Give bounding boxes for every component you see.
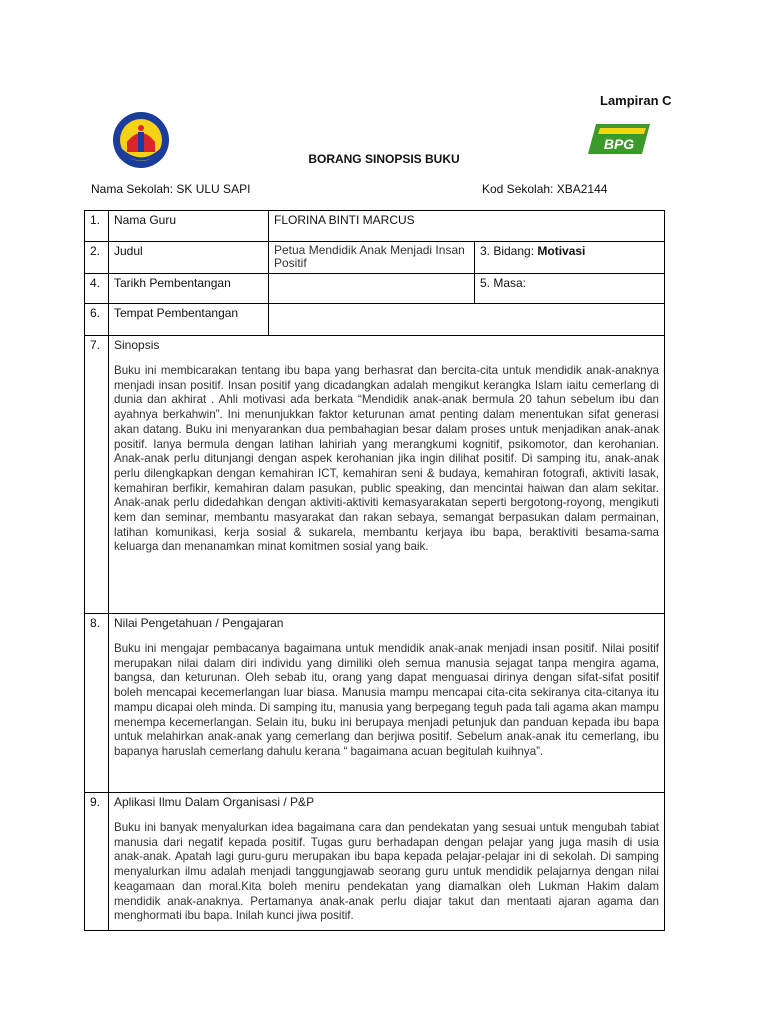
place-value <box>269 304 665 336</box>
row-values <box>85 614 665 793</box>
school-code: Kod Sekolah: XBA2144 <box>482 182 608 196</box>
row-label: Judul <box>109 242 269 274</box>
row-number: 1. <box>85 211 109 242</box>
row-label: Nama Guru <box>109 211 269 242</box>
form-title: BORANG SINOPSIS BUKU <box>308 152 460 166</box>
row-label: Tempat Pembentangan <box>109 304 269 336</box>
row-title <box>85 242 665 274</box>
section-cell <box>109 336 665 614</box>
time-label: 5. Masa: <box>475 274 665 304</box>
lampiran-label: Lampiran C <box>600 93 672 108</box>
row-place <box>85 304 665 336</box>
row-application <box>85 793 665 931</box>
field-value: Motivasi <box>537 244 586 258</box>
date-value <box>269 274 475 304</box>
book-title-value: Petua Mendidik Anak Menjadi Insan Positif <box>269 242 475 274</box>
field-cell <box>475 242 665 274</box>
values-text: Buku ini mengajar pembacanya bagaimana untuk mendidik anak-anak menjadi insan positif. Nilai positif merupakan nilai dalam diri individu yang dimiliki oleh semua manusia sejagat tanpa mengira agama, bangsa, dan keturunan. Oleh sebab itu, orang yang dapat menguasai dirinya dengan sifat-sifat positif boleh mencapai kecemerlangan luar biasa. Manusia mampu mencapai cita-cita sekiranya cita-citanya itu mampu dicapai oleh minda. Di samping itu, manusia yang berpegang teguh pada tali agama akan mampu menempa kecemerlangan. Selain itu, buku ini berupaya menjadi petunjuk dan panduan kepada ibu bapa untuk melahirkan anak-anak yang cemerlang dan berjiwa positif. Sebelum anak-anak itu cemerlang, ibu bapanya haruslah cemerlang dahulu kerana “ bagaimana acuan begitulah kuihnya”. <box>114 642 659 758</box>
row-number: 8. <box>85 614 109 793</box>
application-text: Buku ini banyak menyalurkan idea bagaimana cara dan pendekatan yang sesuai untuk mengubah tabiat manusia dari negatif kepada positif. Tugas guru berhadapan dengan pelajar yang juga masih di usia anak-anak. Apatah lagi guru-guru merupakan ibu bapa kepada pelajar-pelajar ini di sekolah. Di samping menyalurkan ilmu adalah menjadi tanggungjawab seorang guru untuk mendidik pelajarnya dengan nilai keagamaan dan moral.Kita boleh meniru pendekatan yang diamalkan oleh Lukman Hakim dalam mendidik anak-anaknya. Pertamanya anak-anak perlu diajar takut dan mentaati ajaran agama dan menghormati ibu bapa. Inilah kunci jiwa positif. <box>114 821 659 923</box>
section-cell <box>109 793 665 931</box>
synopsis-text: Buku ini membicarakan tentang ibu bapa yang berhasrat dan bercita-cita untuk mendidik anak-anaknya menjadi insan positif. Insan positif yang dicadangkan adalah mengikut kerangka Islam iaitu cemerlang di dunia dan akhirat . Ahli motivasi ada berkata “Mendidik anak-anak bermula 20 tahun sebelum ibu dan ayahnya berkahwin”. Ini menunjukkan faktor keturunan amat penting dalam menentukan sifat generasi akan datang. Buku ini menyarankan dua pembahagian besar dalam proses untuk menjadikan anak-anak positif. Ianya bermula dengan latihan lahiriah yang merangkumi kognitif, psikomotor, dan kerohanian. Anak-anak perlu ditunjangi dengan aspek kerohanian jika ingin dilihat positif. Di samping itu, anak-anak perlu dilengkapkan dengan kemahiran ICT, kemahiran seni & budaya, kemahiran fotografi, aktiviti lasak, kemahiran berfikir, kemahiran dalam pasukan, public speaking, dan mencintai haiwan dan alam sekitar. Anak-anak perlu didedahkan dengan aktiviti-aktiviti kemasyarakatan seperti bergotong-royong, mengikuti kem dan seminar, membantu masyarakat dan rakan sebaya, semangat berpasukan dalam permainan, latihan komunikasi, kerja sosial & sukarela, membantu kerjaya ibu bapa, beraktiviti besama-sama keluarga dan menanamkan minat komitmen sosial yang baik. <box>114 364 659 554</box>
row-number: 6. <box>85 304 109 336</box>
row-teacher-name <box>85 211 665 242</box>
teacher-name-value: FLORINA BINTI MARCUS <box>269 211 665 242</box>
row-label: Tarikh Pembentangan <box>109 274 269 304</box>
field-label: 3. Bidang: <box>480 244 538 258</box>
school-name: Nama Sekolah: SK ULU SAPI <box>91 182 251 196</box>
row-number: 4. <box>85 274 109 304</box>
section-heading: Sinopsis <box>114 338 160 352</box>
bpg-logo <box>586 122 652 156</box>
section-cell <box>109 614 665 793</box>
synopsis-form-table <box>84 210 665 931</box>
bpg-logo-text: BPG <box>603 136 635 152</box>
row-number: 7. <box>85 336 109 614</box>
section-heading: Aplikasi Ilmu Dalam Organisasi / P&P <box>114 795 315 809</box>
row-number: 9. <box>85 793 109 931</box>
row-number: 2. <box>85 242 109 274</box>
section-heading: Nilai Pengetahuan / Pengajaran <box>114 616 284 630</box>
row-synopsis <box>85 336 665 614</box>
row-date <box>85 274 665 304</box>
